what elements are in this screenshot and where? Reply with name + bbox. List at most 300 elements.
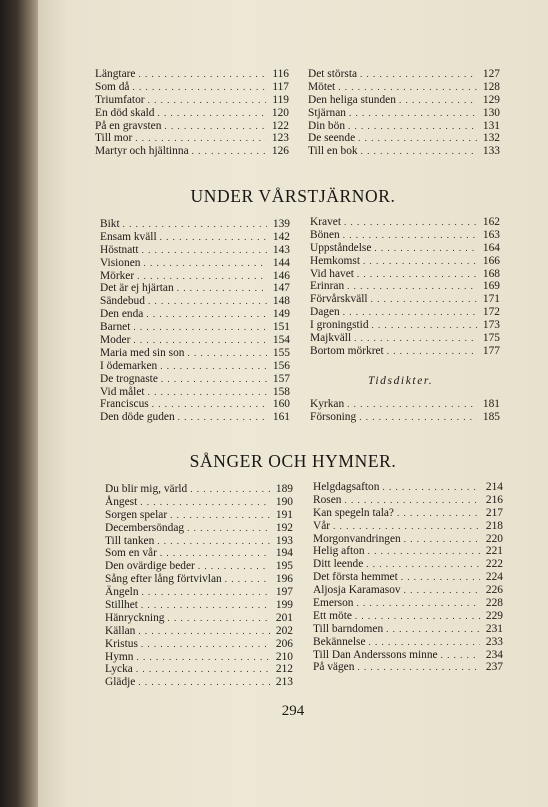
dot-leader bbox=[369, 636, 480, 649]
toc-entry bbox=[100, 386, 290, 399]
toc-entry-title: Till mor bbox=[95, 132, 133, 145]
dot-leader bbox=[152, 398, 267, 411]
dot-leader bbox=[136, 663, 270, 676]
toc-entry-title: Till barndomen bbox=[313, 622, 384, 635]
dot-leader bbox=[133, 321, 267, 334]
toc-entry bbox=[310, 216, 500, 229]
toc-entry bbox=[100, 308, 290, 321]
toc-entry-page: 214 bbox=[485, 481, 503, 493]
toc-entry-title: Det första hemmet bbox=[313, 571, 398, 584]
toc-entry bbox=[100, 295, 290, 308]
toc-entry-page: 122 bbox=[271, 119, 289, 132]
toc-entry-title: På en gravsten bbox=[95, 119, 162, 132]
dot-leader bbox=[363, 255, 477, 268]
dot-leader bbox=[397, 507, 480, 520]
toc-entry-page: 177 bbox=[482, 344, 500, 357]
toc-column bbox=[95, 68, 289, 158]
toc-entry-page: 155 bbox=[272, 346, 290, 359]
toc-entry bbox=[100, 282, 290, 295]
toc-entry bbox=[105, 663, 293, 676]
dot-leader bbox=[146, 308, 267, 321]
toc-entry-title: På vägen bbox=[313, 661, 355, 674]
dot-leader bbox=[133, 334, 267, 347]
toc-entry-title: Ångest bbox=[105, 495, 138, 508]
toc-entry bbox=[310, 319, 500, 332]
toc-entry bbox=[313, 533, 503, 546]
toc-entry-title: Sorgen spelar bbox=[105, 508, 168, 521]
toc-entry-page: 169 bbox=[482, 280, 500, 293]
toc-entry bbox=[100, 360, 290, 373]
dot-leader bbox=[372, 319, 477, 332]
dot-leader bbox=[401, 571, 480, 584]
toc-entry-page: 175 bbox=[482, 332, 500, 345]
toc-entry-title: Erinran bbox=[310, 280, 345, 293]
toc-entry bbox=[308, 94, 500, 107]
toc-entry bbox=[310, 293, 500, 306]
toc-entry-page: 126 bbox=[271, 145, 289, 158]
toc-entry-page: 173 bbox=[482, 319, 500, 332]
toc-entry-title: Kravet bbox=[310, 216, 341, 228]
toc-entry bbox=[95, 94, 289, 107]
dot-leader bbox=[404, 584, 480, 597]
toc-entry bbox=[310, 280, 500, 293]
toc-entry-page: 197 bbox=[275, 586, 293, 599]
toc-entry-page: 229 bbox=[485, 609, 503, 622]
book-page bbox=[38, 0, 548, 807]
toc-column bbox=[105, 483, 293, 689]
toc-entry bbox=[310, 345, 500, 358]
toc-entry-page: 172 bbox=[482, 306, 500, 319]
toc-entry-title: Mörker bbox=[100, 269, 135, 282]
toc-entry bbox=[308, 68, 500, 81]
toc-entry bbox=[95, 132, 289, 145]
toc-column bbox=[100, 218, 290, 424]
toc-entry bbox=[313, 494, 503, 507]
book-spine-shadow bbox=[0, 0, 42, 807]
toc-entry-page: 221 bbox=[485, 545, 503, 558]
dot-leader bbox=[366, 558, 480, 571]
toc-entry-page: 195 bbox=[275, 560, 293, 573]
dot-leader bbox=[141, 599, 270, 612]
toc-entry-title: Glädje bbox=[105, 676, 136, 689]
dot-leader bbox=[142, 586, 270, 599]
dot-leader bbox=[338, 81, 477, 94]
toc-entry-page: 189 bbox=[275, 483, 293, 495]
toc-entry-page: 217 bbox=[485, 506, 503, 519]
toc-entry-title: Vid målet bbox=[100, 385, 145, 398]
toc-entry-title: Sång efter lång förtvivlan bbox=[105, 573, 222, 586]
toc-entry-page: 164 bbox=[482, 241, 500, 254]
dot-leader bbox=[343, 229, 477, 242]
toc-entry-page: 202 bbox=[275, 624, 293, 637]
toc-entry bbox=[95, 145, 289, 158]
toc-entry bbox=[100, 244, 290, 257]
toc-entry bbox=[105, 586, 293, 599]
toc-entry-page: 220 bbox=[485, 532, 503, 545]
toc-entry bbox=[100, 231, 290, 244]
toc-entry-page: 192 bbox=[275, 521, 293, 534]
toc-entry-page: 117 bbox=[272, 80, 289, 93]
toc-entry bbox=[95, 107, 289, 120]
toc-entry-page: 148 bbox=[272, 295, 290, 308]
toc-entry bbox=[100, 334, 290, 347]
toc-entry-title: Hymn bbox=[105, 650, 134, 663]
dot-leader bbox=[148, 295, 267, 308]
toc-entry-page: 120 bbox=[271, 106, 289, 119]
toc-entry-page: 210 bbox=[275, 650, 293, 663]
toc-entry-title: Franciscus bbox=[100, 398, 149, 411]
dot-leader bbox=[349, 107, 477, 120]
toc-entry bbox=[313, 507, 503, 520]
toc-entry-page: 194 bbox=[275, 547, 293, 560]
toc-entry-page: 147 bbox=[272, 282, 290, 295]
dot-leader bbox=[357, 597, 481, 610]
toc-entry-title: Den enda bbox=[100, 308, 144, 321]
toc-entry bbox=[105, 638, 293, 651]
toc-entry bbox=[308, 132, 500, 145]
toc-entry-page: 231 bbox=[485, 622, 503, 635]
toc-entry-page: 171 bbox=[482, 293, 500, 306]
toc-entry-title: Din bön bbox=[308, 119, 346, 132]
toc-entry-page: 216 bbox=[485, 493, 503, 506]
dot-leader bbox=[167, 612, 270, 625]
toc-entry-title: Du blir mig, värld bbox=[105, 483, 188, 495]
toc-entry-title: Vår bbox=[313, 519, 331, 532]
toc-entry-title: Rosen bbox=[313, 493, 342, 506]
toc-entry bbox=[313, 649, 503, 662]
toc-column bbox=[310, 398, 500, 424]
toc-entry bbox=[313, 597, 503, 610]
toc-entry-page: 201 bbox=[275, 611, 293, 624]
toc-entry-title: Som då bbox=[95, 80, 130, 93]
toc-entry bbox=[105, 560, 293, 573]
toc-entry-page: 158 bbox=[272, 385, 290, 398]
toc-entry-title: Mötet bbox=[308, 80, 336, 93]
toc-entry-page: 116 bbox=[272, 68, 289, 80]
toc-entry-page: 168 bbox=[482, 267, 500, 280]
dot-leader bbox=[178, 411, 267, 424]
toc-entry-page: 131 bbox=[482, 119, 500, 132]
toc-entry-title: Till en bok bbox=[308, 145, 358, 158]
dot-leader bbox=[138, 676, 270, 689]
toc-entry bbox=[308, 120, 500, 133]
toc-entry-page: 119 bbox=[272, 93, 289, 106]
toc-entry-page: 166 bbox=[482, 254, 500, 267]
toc-entry bbox=[100, 373, 290, 386]
dot-leader bbox=[192, 145, 266, 158]
dot-leader bbox=[347, 280, 477, 293]
dot-leader bbox=[359, 411, 477, 424]
toc-entry-page: 123 bbox=[271, 132, 289, 145]
section-heading: SÅNGER OCH HYMNER. bbox=[189, 451, 397, 471]
toc-entry bbox=[100, 411, 290, 424]
page-number: 294 bbox=[281, 703, 305, 719]
dot-leader bbox=[148, 386, 267, 399]
dot-leader bbox=[141, 638, 270, 651]
dot-leader bbox=[136, 651, 270, 664]
toc-entry bbox=[105, 612, 293, 625]
toc-entry-title: Kyrkan bbox=[310, 398, 345, 410]
dot-leader bbox=[137, 270, 267, 283]
toc-entry-title: Helig afton bbox=[313, 545, 365, 558]
toc-entry-title: Maria med sin son bbox=[100, 346, 185, 359]
dot-leader bbox=[161, 373, 267, 386]
toc-entry-title: Till Dan Anderssons minne bbox=[313, 648, 438, 661]
toc-entry-title: Försoning bbox=[310, 410, 357, 423]
dot-leader bbox=[368, 545, 480, 558]
toc-entry-title: Lycka bbox=[105, 663, 133, 676]
toc-entry-title: Helgdagsafton bbox=[313, 481, 380, 493]
toc-entry-title: Som en vår bbox=[105, 547, 157, 560]
dot-leader bbox=[148, 94, 266, 107]
toc-entry-title: Ensam kväll bbox=[100, 230, 157, 243]
toc-entry bbox=[95, 120, 289, 133]
toc-entry-title: Triumfator bbox=[95, 93, 145, 106]
toc-column bbox=[308, 68, 500, 158]
dot-leader bbox=[142, 244, 267, 257]
toc-entry bbox=[100, 347, 290, 360]
toc-entry bbox=[310, 255, 500, 268]
dot-leader bbox=[164, 120, 266, 133]
toc-entry-title: Hänryckning bbox=[105, 611, 165, 624]
toc-entry-title: Den heliga stunden bbox=[308, 93, 396, 106]
toc-entry-page: 181 bbox=[482, 398, 500, 410]
toc-entry-page: 160 bbox=[272, 398, 290, 411]
toc-entry bbox=[100, 257, 290, 270]
toc-entry-page: 212 bbox=[275, 663, 293, 676]
toc-entry-title: Sändebud bbox=[100, 295, 145, 308]
dot-leader bbox=[157, 107, 266, 120]
dot-leader bbox=[441, 649, 480, 662]
toc-entry-page: 154 bbox=[272, 334, 290, 347]
toc-entry-title: Stillhet bbox=[105, 599, 138, 612]
dot-leader bbox=[138, 625, 270, 638]
toc-entry-title: Majkväll bbox=[310, 332, 352, 345]
dot-leader bbox=[143, 257, 267, 270]
dot-leader bbox=[354, 332, 477, 345]
toc-entry-title: Till tanken bbox=[105, 534, 155, 547]
toc-entry-title: Höstnatt bbox=[100, 243, 139, 256]
toc-entry-page: 162 bbox=[482, 216, 500, 228]
toc-entry-title: I ödemarken bbox=[100, 359, 158, 372]
dot-leader bbox=[371, 293, 477, 306]
dot-leader bbox=[386, 623, 480, 636]
toc-entry bbox=[95, 68, 289, 81]
toc-entry bbox=[308, 145, 500, 158]
toc-entry bbox=[310, 306, 500, 319]
dot-leader bbox=[140, 496, 270, 509]
toc-entry-page: 146 bbox=[272, 269, 290, 282]
toc-entry-page: 190 bbox=[275, 495, 293, 508]
toc-entry-page: 127 bbox=[482, 68, 500, 80]
toc-entry-title: Aljosja Karamasov bbox=[313, 584, 401, 597]
toc-entry-title: Vid havet bbox=[310, 267, 354, 280]
toc-entry-title: Kan spegeln tala? bbox=[313, 506, 394, 519]
toc-entry-title: Bortom mörkret bbox=[310, 344, 384, 357]
toc-entry bbox=[308, 107, 500, 120]
toc-entry bbox=[105, 573, 293, 586]
dot-leader bbox=[135, 132, 266, 145]
toc-entry bbox=[105, 547, 293, 560]
dot-leader bbox=[187, 522, 270, 535]
toc-entry-title: Längtare bbox=[95, 68, 136, 80]
toc-entry-page: 142 bbox=[272, 230, 290, 243]
toc-entry-page: 156 bbox=[272, 359, 290, 372]
dot-leader bbox=[157, 535, 270, 548]
dot-leader bbox=[348, 120, 477, 133]
toc-entry-page: 218 bbox=[485, 519, 503, 532]
toc-entry-page: 233 bbox=[485, 635, 503, 648]
toc-entry-title: Ett möte bbox=[313, 609, 352, 622]
toc-entry-title: De seende bbox=[308, 132, 356, 145]
toc-entry bbox=[105, 522, 293, 535]
toc-entry bbox=[105, 625, 293, 638]
toc-entry bbox=[313, 661, 503, 674]
toc-entry-page: 234 bbox=[485, 648, 503, 661]
toc-entry bbox=[100, 321, 290, 334]
toc-entry-title: Förvårskväll bbox=[310, 293, 368, 306]
toc-entry-title: Bönen bbox=[310, 228, 340, 241]
toc-entry-title: Det är ej hjärtan bbox=[100, 282, 174, 295]
toc-entry bbox=[100, 218, 290, 231]
dot-leader bbox=[198, 560, 270, 573]
dot-leader bbox=[333, 520, 480, 533]
toc-entry-page: 128 bbox=[482, 80, 500, 93]
dot-leader bbox=[160, 360, 267, 373]
toc-entry-page: 237 bbox=[485, 661, 503, 674]
toc-entry-title: Bekännelse bbox=[313, 635, 366, 648]
dot-leader bbox=[355, 610, 480, 623]
toc-entry-page: 228 bbox=[485, 597, 503, 610]
dot-leader bbox=[177, 282, 267, 295]
toc-entry-page: 144 bbox=[272, 256, 290, 269]
toc-entry-page: 157 bbox=[272, 372, 290, 385]
dot-leader bbox=[374, 242, 477, 255]
dot-leader bbox=[225, 573, 270, 586]
subsection-heading: Tidsdikter. bbox=[368, 375, 434, 387]
toc-entry-title: Kristus bbox=[105, 637, 138, 650]
toc-entry bbox=[105, 599, 293, 612]
toc-entry-page: 196 bbox=[275, 573, 293, 586]
toc-entry bbox=[105, 676, 293, 689]
dot-leader bbox=[187, 347, 267, 360]
toc-entry-page: 213 bbox=[275, 676, 293, 689]
toc-entry-title: Ditt leende bbox=[313, 558, 364, 571]
toc-entry-title: Moder bbox=[100, 334, 131, 347]
dot-leader bbox=[190, 483, 270, 496]
toc-entry-title: Dagen bbox=[310, 306, 340, 319]
toc-entry-page: 163 bbox=[482, 228, 500, 241]
toc-entry-title: Stjärnan bbox=[308, 106, 346, 119]
dot-leader bbox=[344, 494, 480, 507]
toc-entry bbox=[100, 398, 290, 411]
toc-entry-page: 129 bbox=[482, 93, 500, 106]
dot-leader bbox=[343, 306, 477, 319]
dot-leader bbox=[160, 231, 267, 244]
toc-entry-page: 149 bbox=[272, 308, 290, 321]
toc-entry bbox=[308, 81, 500, 94]
toc-entry-page: 206 bbox=[275, 637, 293, 650]
toc-entry bbox=[313, 636, 503, 649]
toc-entry bbox=[313, 571, 503, 584]
toc-entry-page: 143 bbox=[272, 243, 290, 256]
toc-entry bbox=[313, 558, 503, 571]
toc-entry-page: 132 bbox=[482, 132, 500, 145]
toc-entry bbox=[313, 545, 503, 558]
dot-leader bbox=[387, 345, 477, 358]
toc-entry-page: 222 bbox=[485, 558, 503, 571]
dot-leader bbox=[170, 509, 270, 522]
dot-leader bbox=[404, 533, 480, 546]
toc-entry-page: 191 bbox=[275, 508, 293, 521]
dot-leader bbox=[360, 68, 477, 81]
toc-entry bbox=[313, 481, 503, 494]
toc-entry bbox=[310, 398, 500, 411]
toc-entry-title: Ängeln bbox=[105, 586, 139, 599]
toc-entry bbox=[105, 651, 293, 664]
dot-leader bbox=[138, 68, 266, 81]
toc-entry bbox=[313, 520, 503, 533]
dot-leader bbox=[382, 481, 480, 494]
toc-entry bbox=[310, 268, 500, 281]
toc-entry-title: Visionen bbox=[100, 256, 141, 269]
dot-leader bbox=[133, 81, 267, 94]
toc-entry bbox=[100, 270, 290, 283]
dot-leader bbox=[399, 94, 477, 107]
dot-leader bbox=[344, 216, 477, 229]
toc-entry-page: 133 bbox=[482, 145, 500, 158]
toc-entry-page: 161 bbox=[272, 411, 290, 424]
toc-entry bbox=[313, 610, 503, 623]
toc-entry bbox=[310, 332, 500, 345]
toc-entry-title: Uppståndelse bbox=[310, 241, 372, 254]
dot-leader bbox=[361, 145, 477, 158]
toc-entry-page: 151 bbox=[272, 321, 290, 334]
toc-column bbox=[313, 481, 503, 674]
toc-entry-title: Det största bbox=[308, 68, 358, 80]
section-heading: UNDER VÅRSTJÄRNOR. bbox=[190, 186, 396, 206]
toc-entry-title: Barnet bbox=[100, 321, 131, 334]
toc-entry-title: Decembersöndag bbox=[105, 521, 185, 534]
toc-column bbox=[310, 216, 500, 358]
dot-leader bbox=[160, 547, 270, 560]
toc-entry bbox=[95, 81, 289, 94]
dot-leader bbox=[358, 132, 477, 145]
toc-entry-title: Den döde guden bbox=[100, 411, 175, 424]
toc-entry-page: 139 bbox=[272, 218, 290, 230]
toc-entry bbox=[310, 411, 500, 424]
dot-leader bbox=[347, 398, 477, 411]
toc-entry-title: Bikt bbox=[100, 218, 120, 230]
toc-entry bbox=[313, 584, 503, 597]
toc-entry bbox=[105, 535, 293, 548]
toc-entry-page: 130 bbox=[482, 106, 500, 119]
toc-entry-page: 193 bbox=[275, 534, 293, 547]
toc-entry-title: I groningstid bbox=[310, 319, 369, 332]
toc-entry-page: 185 bbox=[482, 410, 500, 423]
toc-entry-title: Emerson bbox=[313, 597, 354, 610]
toc-entry-page: 199 bbox=[275, 599, 293, 612]
toc-entry-title: De trognaste bbox=[100, 372, 158, 385]
dot-leader bbox=[357, 268, 477, 281]
dot-leader bbox=[123, 218, 267, 231]
toc-entry bbox=[313, 623, 503, 636]
toc-entry-title: Den ovärdige beder bbox=[105, 560, 195, 573]
toc-entry bbox=[105, 509, 293, 522]
toc-entry-title: Morgonvandringen bbox=[313, 532, 401, 545]
toc-entry-title: Källan bbox=[105, 624, 136, 637]
toc-entry bbox=[310, 229, 500, 242]
